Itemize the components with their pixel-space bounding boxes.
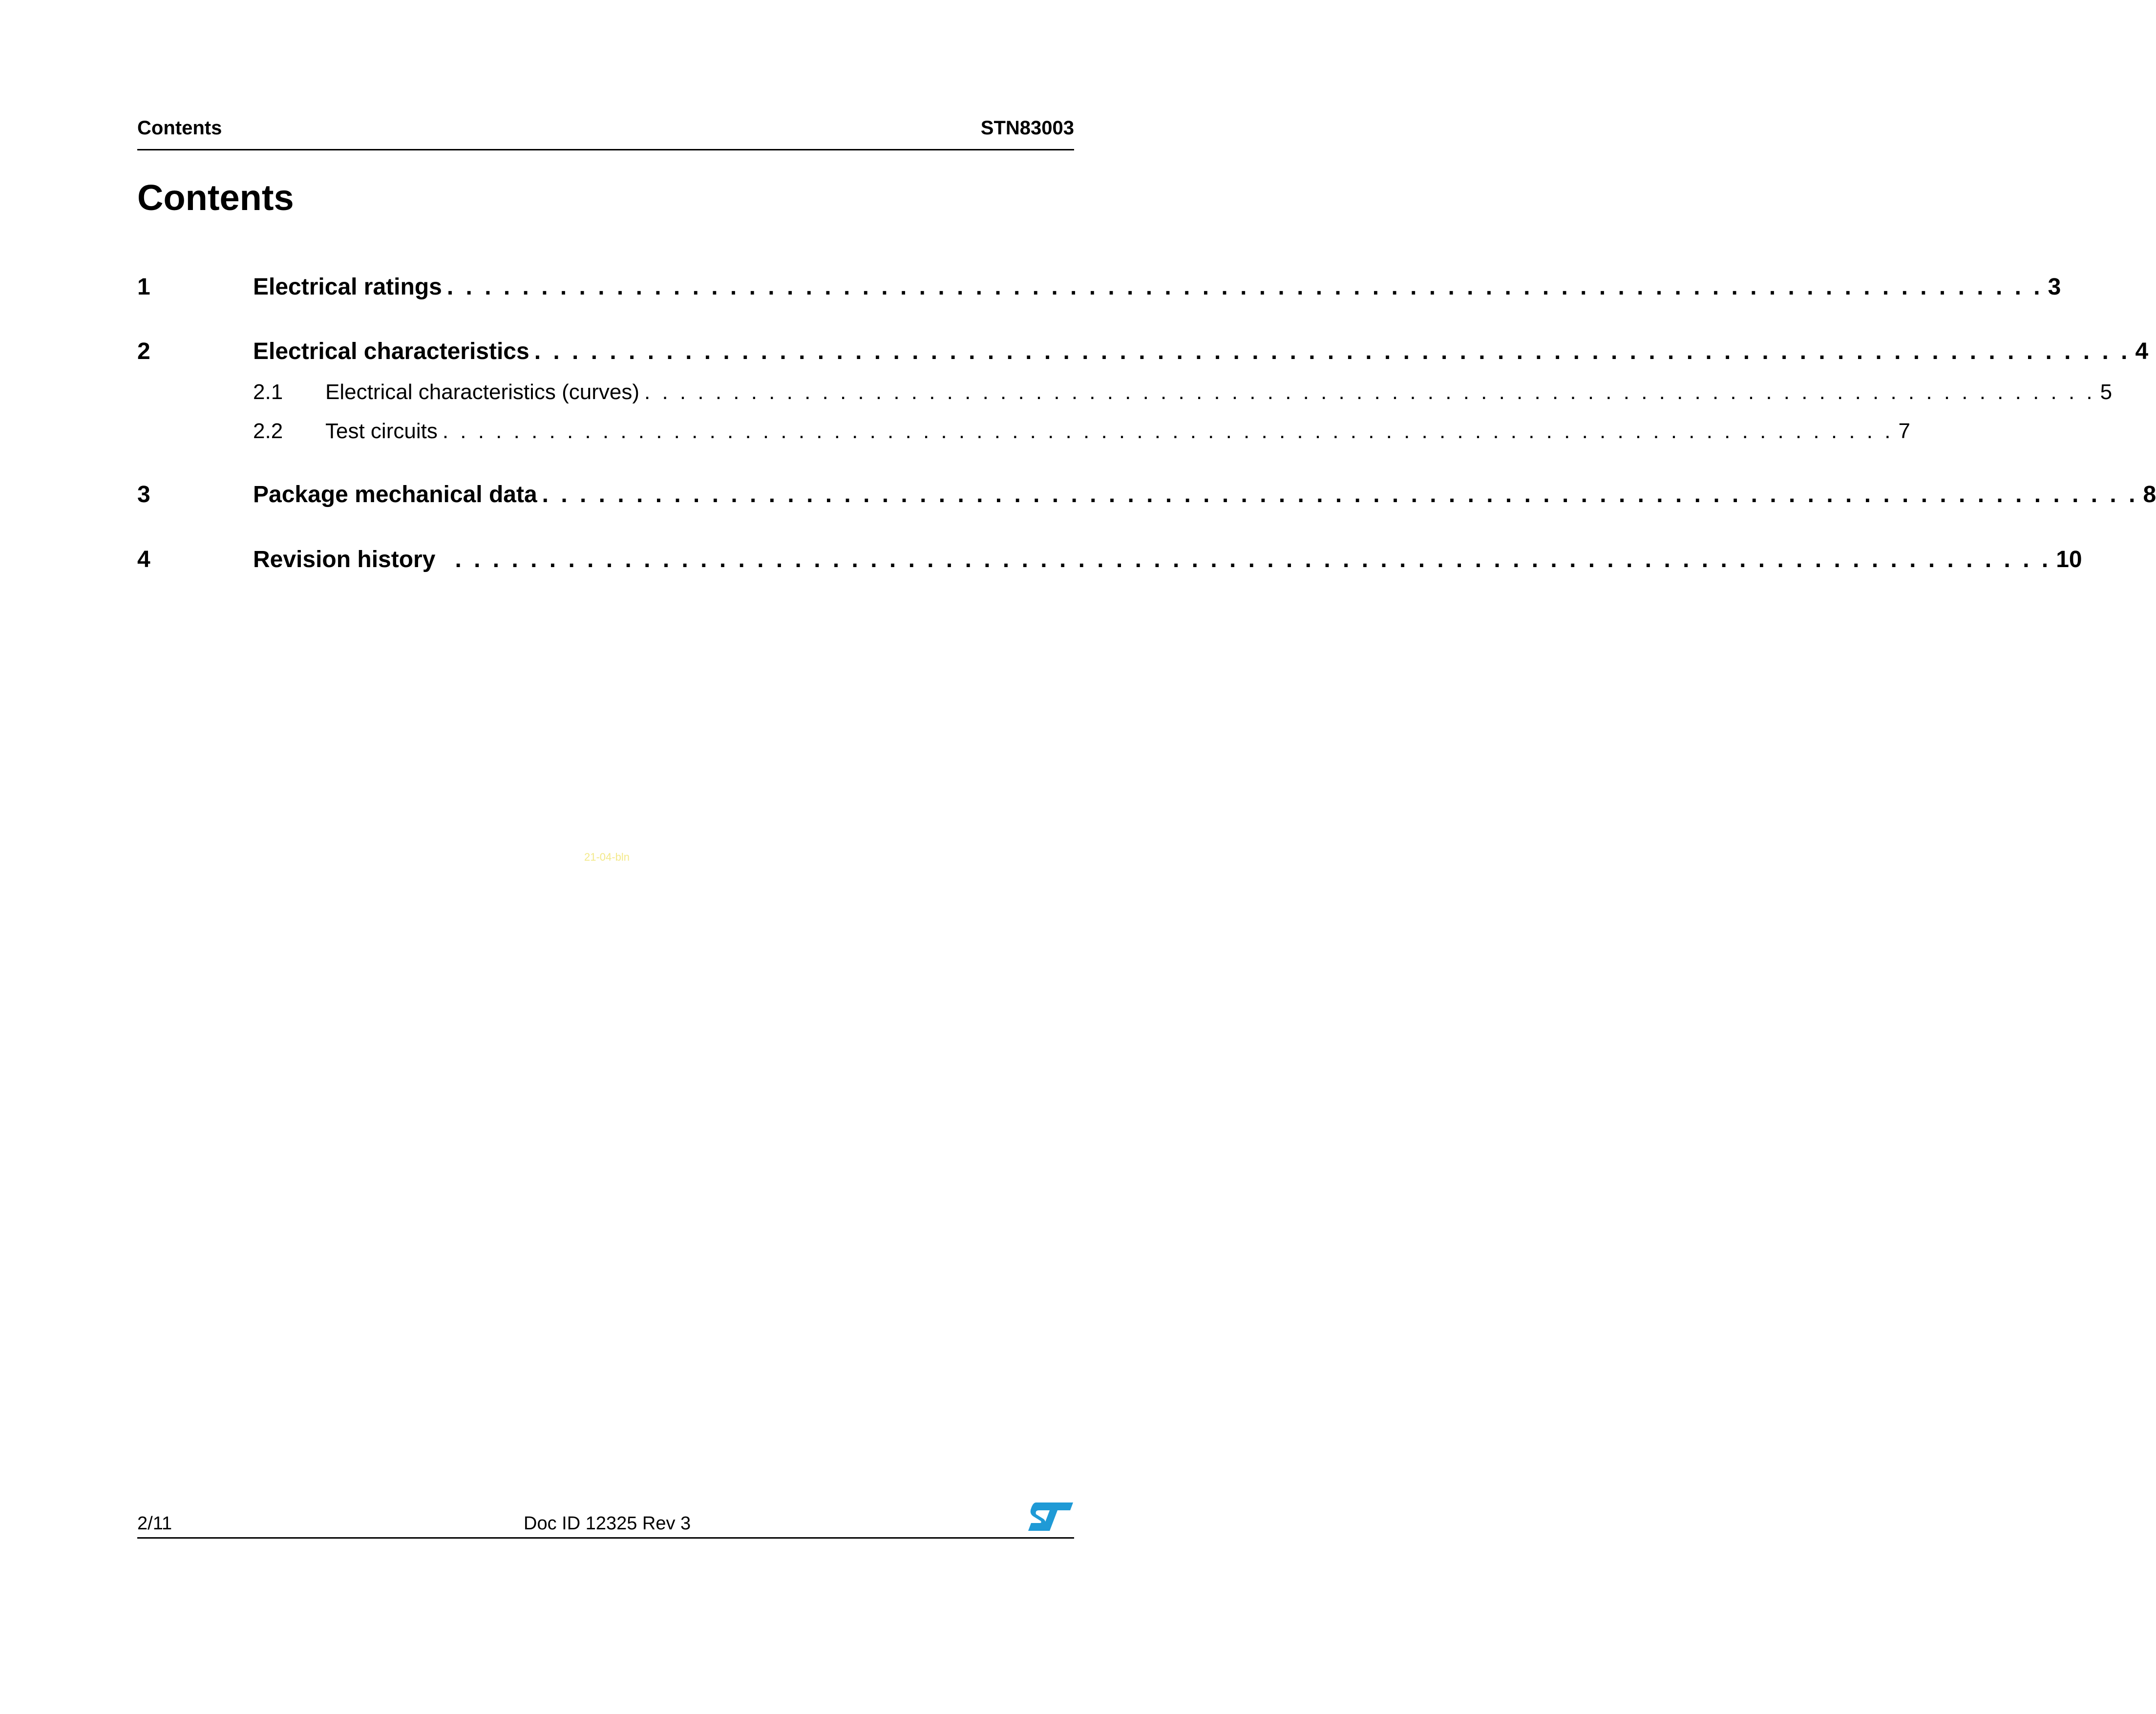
- toc-subentry-page: 7: [1898, 419, 1910, 443]
- toc-entry-page: 10: [2056, 547, 2082, 572]
- dot-leader: . . . . . . . . . . . . . . . . . . . . . . . . . . . . . . . . . . . . . . . . . . . . . . . . . . . . . . . . . . . . . . . . . . . . . . . . . . . . . . . . . . . . .: [534, 339, 2131, 364]
- toc-entry-title: Revision history: [253, 547, 436, 572]
- toc-subentry-title: Electrical characteristics (curves): [325, 380, 640, 404]
- dot-leader: . . . . . . . . . . . . . . . . . . . . . . . . . . . . . . . . . . . . . . . . . . . . . . . . . . . . . . . . . . . . . . . . . . . . . . . . . . . . . . . . . . . . .: [542, 482, 2138, 508]
- footer-page-number: 2/11: [137, 1513, 172, 1534]
- dot-leader: . . . . . . . . . . . . . . . . . . . . . . . . . . . . . . . . . . . . . . . . . . . . . . . . . . . . . . . . . . . . . . . . . . . . . . . . . . . . . . . . . . . . .: [455, 547, 2051, 572]
- footer-doc-id: Doc ID 12325 Rev 3: [524, 1513, 691, 1534]
- toc-entry-title: Electrical characteristics: [253, 339, 529, 364]
- toc-subentry-electrical-characteristics-curves[interactable]: [137, 380, 2113, 404]
- toc-entry-electrical-ratings[interactable]: [137, 274, 2061, 300]
- running-header-section: Contents: [137, 117, 222, 139]
- toc-entry-page: 8: [2143, 482, 2156, 508]
- toc-subentry-number: 2.1: [253, 380, 283, 404]
- toc-subentry-title: Test circuits: [325, 419, 438, 443]
- toc-entry-title: Electrical ratings: [253, 274, 442, 300]
- toc-entry-number: 3: [137, 482, 150, 508]
- toc-entry-page: 3: [2048, 274, 2061, 300]
- toc-entry-page: 4: [2135, 339, 2149, 364]
- toc-entry-number: 2: [137, 339, 150, 364]
- toc-subentry-number: 2.2: [253, 419, 283, 443]
- toc-entry-title: Package mechanical data: [253, 482, 537, 508]
- st-logo-icon: [1027, 1501, 1074, 1533]
- running-header-part-number: STN83003: [980, 117, 1074, 139]
- footer-rule: [137, 1537, 1074, 1539]
- toc-entry-package-mechanical-data[interactable]: [137, 481, 2156, 508]
- header-rule: [137, 149, 1074, 150]
- dot-leader: . . . . . . . . . . . . . . . . . . . . . . . . . . . . . . . . . . . . . . . . . . . . . . . . . . . . . . . . . . . . . . . . . . . . . . . . . . . . . . . . . .: [644, 380, 2095, 404]
- toc-subentry-test-circuits[interactable]: [137, 419, 1910, 444]
- page-title: Contents: [137, 177, 294, 218]
- toc-entry-number: 4: [137, 547, 150, 572]
- toc-subentry-page: 5: [2100, 380, 2113, 404]
- toc-entry-electrical-characteristics[interactable]: [137, 338, 2149, 365]
- dot-leader: . . . . . . . . . . . . . . . . . . . . . . . . . . . . . . . . . . . . . . . . . . . . . . . . . . . . . . . . . . . . . . . . . . . . . . . . . . . . . . . . . . . . .: [446, 274, 2043, 300]
- watermark-text: 21-04-bln: [584, 851, 630, 863]
- toc-entry-number: 1: [137, 274, 150, 300]
- toc-entry-revision-history[interactable]: [137, 546, 2082, 573]
- dot-leader: . . . . . . . . . . . . . . . . . . . . . . . . . . . . . . . . . . . . . . . . . . . . . . . . . . . . . . . . . . . . . . . . . . . . . . . . . . . . . . . . . .: [442, 419, 1894, 443]
